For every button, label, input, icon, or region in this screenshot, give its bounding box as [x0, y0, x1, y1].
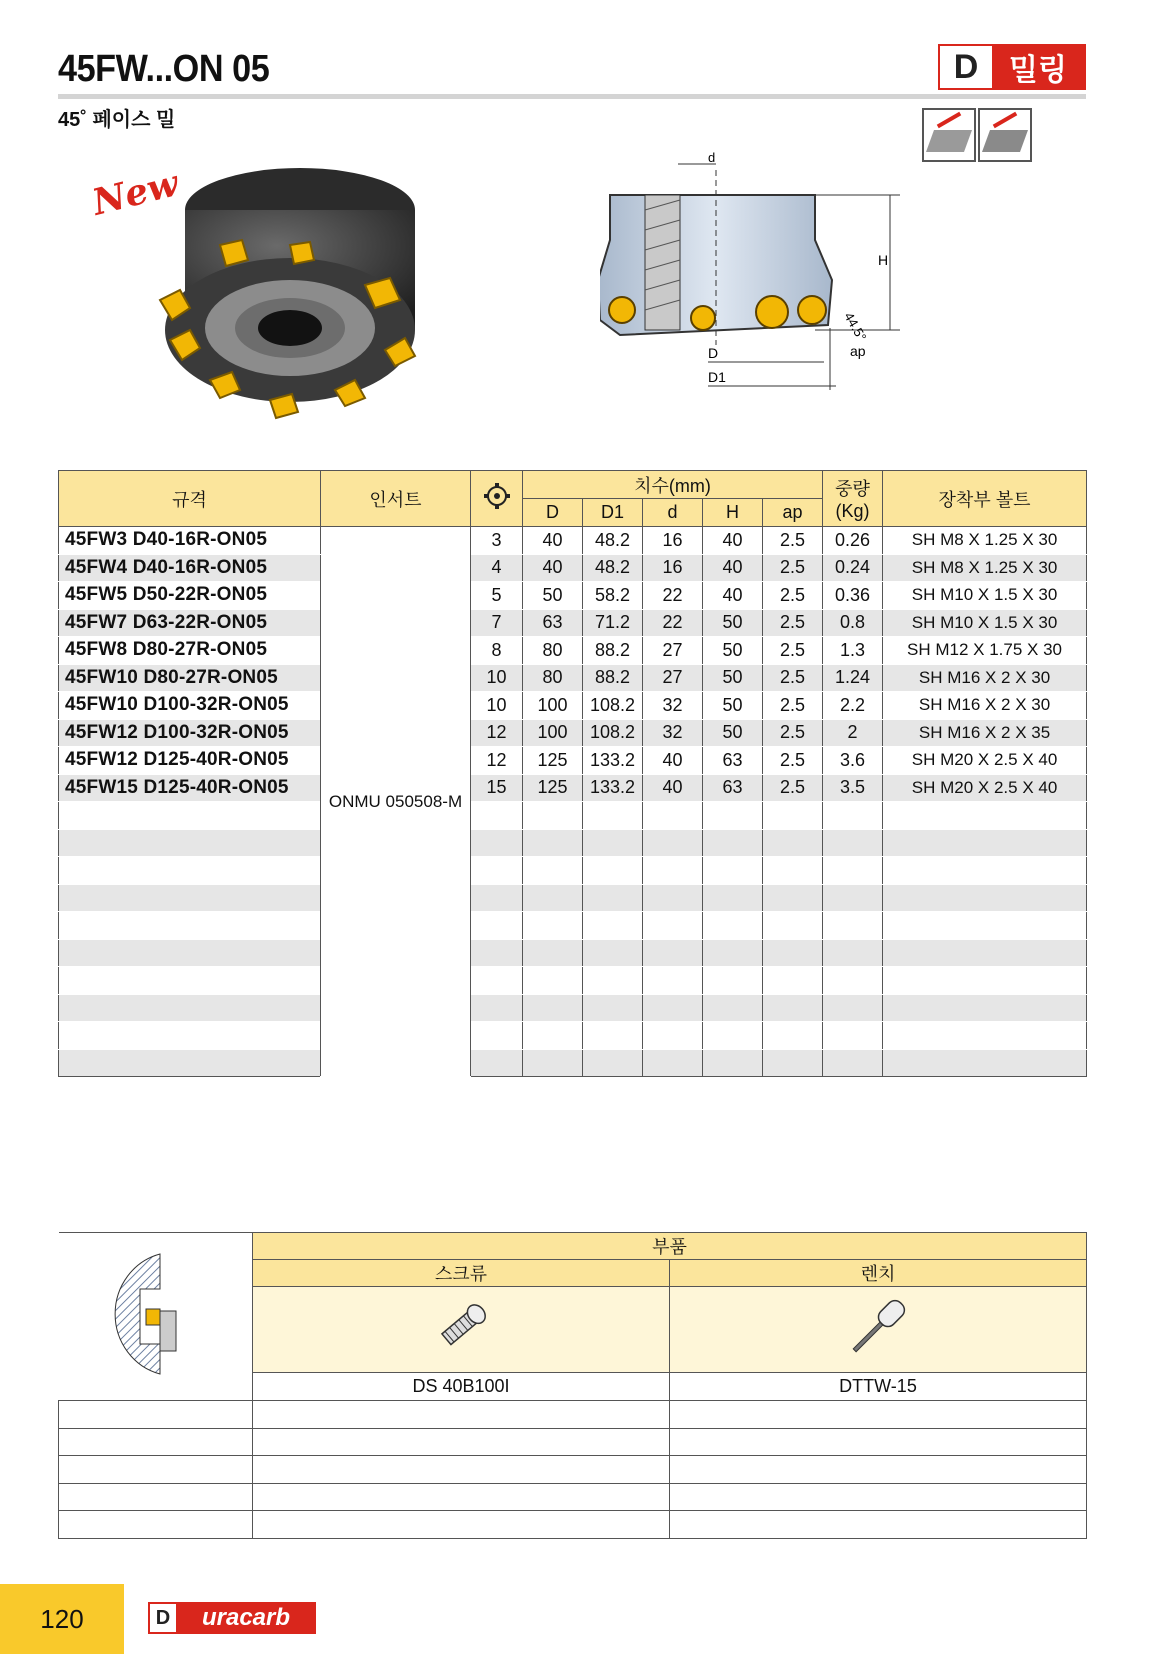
col-d: d	[643, 499, 703, 527]
section-view-icon	[100, 1249, 210, 1379]
cell-h	[703, 802, 763, 830]
cell-d1: 48.2	[583, 554, 643, 582]
cell-d1	[583, 857, 643, 885]
cell-ap	[763, 939, 823, 967]
cell-d: 40	[523, 554, 583, 582]
cell-bolt: SH M10 X 1.5 X 30	[883, 609, 1087, 637]
cell-h	[703, 857, 763, 885]
cell-ap	[763, 884, 823, 912]
screw-code: DS 40B100I	[253, 1373, 670, 1401]
table-row	[59, 719, 1087, 747]
table-row	[59, 967, 1087, 995]
cell-h: 50	[703, 664, 763, 692]
cell-bolt	[883, 967, 1087, 995]
cell-kg: 0.8	[823, 609, 883, 637]
cell-d1	[583, 884, 643, 912]
cell-kg: 3.6	[823, 747, 883, 775]
cell-d: 40	[643, 747, 703, 775]
cell-d1: 48.2	[583, 527, 643, 555]
cell-h: 50	[703, 609, 763, 637]
cell-kg	[823, 1049, 883, 1077]
cell-d: 27	[643, 664, 703, 692]
cell-ap: 2.5	[763, 582, 823, 610]
cell-d	[523, 967, 583, 995]
spec-cell	[59, 884, 321, 912]
spec-cell: 45FW7 D63-22R-ON05	[59, 609, 321, 637]
cell-d	[523, 884, 583, 912]
cell-d	[643, 939, 703, 967]
cell-d	[523, 829, 583, 857]
dim-h-label: H	[878, 252, 889, 268]
cell-h: 40	[703, 554, 763, 582]
col-dimensions: 치수(mm)	[523, 471, 823, 499]
cell-ap: 2.5	[763, 747, 823, 775]
cell-kg: 2.2	[823, 692, 883, 720]
table-row	[59, 857, 1087, 885]
cell-z: 7	[471, 609, 523, 637]
cell-d1	[583, 1022, 643, 1050]
cell-d1: 108.2	[583, 692, 643, 720]
cell-d: 32	[643, 692, 703, 720]
col-bolt: 장착부 볼트	[883, 471, 1087, 527]
parts-header: 부품	[253, 1233, 1087, 1260]
cell-bolt	[883, 857, 1087, 885]
cell-d	[643, 1022, 703, 1050]
cell-z: 3	[471, 527, 523, 555]
table-row	[59, 527, 1087, 555]
cell-kg	[823, 884, 883, 912]
cell-ap: 2.5	[763, 637, 823, 665]
spec-cell	[59, 829, 321, 857]
table-row	[59, 829, 1087, 857]
cell-d	[643, 802, 703, 830]
cell-d: 125	[523, 747, 583, 775]
cell-h	[703, 884, 763, 912]
spec-cell	[59, 994, 321, 1022]
dim-ap-label: ap	[850, 343, 866, 359]
cell-bolt	[883, 829, 1087, 857]
cell-ap	[763, 912, 823, 940]
cell-bolt	[883, 912, 1087, 940]
new-badge: New	[88, 162, 183, 224]
cell-d: 80	[523, 664, 583, 692]
spec-cell: 45FW10 D100-32R-ON05	[59, 692, 321, 720]
face-mill-product-image	[150, 150, 450, 420]
cell-d1: 108.2	[583, 719, 643, 747]
cell-z: 10	[471, 664, 523, 692]
cell-d: 32	[643, 719, 703, 747]
cell-bolt	[883, 884, 1087, 912]
cell-z: 12	[471, 719, 523, 747]
cell-z	[471, 829, 523, 857]
cell-d1	[583, 829, 643, 857]
col-spec: 규격	[59, 471, 321, 527]
cell-z	[471, 967, 523, 995]
cell-h: 63	[703, 774, 763, 802]
cell-d1	[583, 967, 643, 995]
cell-h	[703, 1049, 763, 1077]
cell-h: 50	[703, 637, 763, 665]
cell-bolt: SH M16 X 2 X 30	[883, 664, 1087, 692]
cell-h: 40	[703, 527, 763, 555]
cell-d1	[583, 994, 643, 1022]
cell-z: 5	[471, 582, 523, 610]
table-row	[59, 774, 1087, 802]
spec-cell	[59, 1022, 321, 1050]
cell-kg	[823, 829, 883, 857]
cell-z: 4	[471, 554, 523, 582]
page-title: 45FW...ON 05	[58, 48, 270, 90]
spec-cell: 45FW3 D40-16R-ON05	[59, 527, 321, 555]
cell-d	[523, 1022, 583, 1050]
dim-d-label: d	[708, 150, 716, 165]
table-row	[59, 802, 1087, 830]
table-row	[59, 582, 1087, 610]
cell-z: 15	[471, 774, 523, 802]
spec-cell: 45FW12 D100-32R-ON05	[59, 719, 321, 747]
cell-ap: 2.5	[763, 719, 823, 747]
parts-row	[59, 1483, 1087, 1511]
cell-bolt: SH M10 X 1.5 X 30	[883, 582, 1087, 610]
screw-icon	[426, 1292, 496, 1362]
cell-z	[471, 1022, 523, 1050]
cell-z: 12	[471, 747, 523, 775]
cell-bolt	[883, 802, 1087, 830]
brand-logo-text: 밀링	[1009, 54, 1067, 87]
cell-d1: 58.2	[583, 582, 643, 610]
duracarb-d-icon: D	[150, 1604, 176, 1632]
cell-d: 50	[523, 582, 583, 610]
cell-kg	[823, 802, 883, 830]
cell-ap	[763, 994, 823, 1022]
cell-bolt: SH M8 X 1.25 X 30	[883, 554, 1087, 582]
cell-kg	[823, 912, 883, 940]
table-row	[59, 554, 1087, 582]
spec-cell: 45FW4 D40-16R-ON05	[59, 554, 321, 582]
cell-d	[643, 857, 703, 885]
cell-d: 40	[643, 774, 703, 802]
cell-kg	[823, 994, 883, 1022]
cell-d: 40	[523, 527, 583, 555]
technical-drawing	[600, 150, 930, 420]
cell-d: 22	[643, 582, 703, 610]
table-row	[59, 1022, 1087, 1050]
cell-kg: 2	[823, 719, 883, 747]
cell-d: 100	[523, 692, 583, 720]
cell-h	[703, 939, 763, 967]
shoulder-milling-icon	[978, 108, 1032, 162]
spec-cell: 45FW12 D125-40R-ON05	[59, 747, 321, 775]
col-wrench: 렌치	[670, 1260, 1087, 1287]
table-row	[59, 637, 1087, 665]
cell-h: 50	[703, 719, 763, 747]
mounting-section-image	[59, 1233, 253, 1401]
cell-z	[471, 939, 523, 967]
table-row	[59, 939, 1087, 967]
cell-d	[523, 1049, 583, 1077]
cell-h	[703, 829, 763, 857]
col-screw: 스크류	[253, 1260, 670, 1287]
cell-d	[643, 884, 703, 912]
cell-d1: 88.2	[583, 637, 643, 665]
col-H: H	[703, 499, 763, 527]
cell-kg: 0.26	[823, 527, 883, 555]
cell-d1: 133.2	[583, 774, 643, 802]
cell-d1: 71.2	[583, 609, 643, 637]
spec-cell	[59, 967, 321, 995]
wrench-image-cell	[670, 1287, 1087, 1373]
cell-bolt	[883, 939, 1087, 967]
cell-d	[643, 967, 703, 995]
cell-d: 16	[643, 527, 703, 555]
cell-bolt: SH M20 X 2.5 X 40	[883, 774, 1087, 802]
spec-cell: 45FW5 D50-22R-ON05	[59, 582, 321, 610]
face-milling-icon	[922, 108, 976, 162]
cell-kg	[823, 1022, 883, 1050]
cell-d1	[583, 939, 643, 967]
cell-h: 50	[703, 692, 763, 720]
col-D1: D1	[583, 499, 643, 527]
parts-row	[59, 1511, 1087, 1539]
table-row	[59, 994, 1087, 1022]
cell-ap	[763, 1022, 823, 1050]
cell-d	[643, 1049, 703, 1077]
spec-cell	[59, 1049, 321, 1077]
cell-d1: 133.2	[583, 747, 643, 775]
cell-z: 10	[471, 692, 523, 720]
cell-bolt	[883, 994, 1087, 1022]
spec-cell	[59, 857, 321, 885]
parts-row	[59, 1456, 1087, 1484]
cell-d1: 88.2	[583, 664, 643, 692]
cell-d: 80	[523, 637, 583, 665]
parts-row	[59, 1428, 1087, 1456]
table-row	[59, 692, 1087, 720]
col-weight: 중량 (Kg)	[823, 471, 883, 527]
cell-z	[471, 857, 523, 885]
cell-d	[523, 994, 583, 1022]
page-number: 120	[0, 1584, 124, 1654]
cell-kg: 0.24	[823, 554, 883, 582]
cell-ap: 2.5	[763, 527, 823, 555]
cell-h	[703, 994, 763, 1022]
spec-cell: 45FW10 D80-27R-ON05	[59, 664, 321, 692]
cell-ap	[763, 1049, 823, 1077]
cell-h	[703, 912, 763, 940]
cell-ap: 2.5	[763, 554, 823, 582]
cell-bolt	[883, 1049, 1087, 1077]
cell-kg: 1.3	[823, 637, 883, 665]
spec-cell	[59, 802, 321, 830]
cell-kg: 0.36	[823, 582, 883, 610]
brand-d-icon: D	[940, 46, 992, 88]
cell-ap	[763, 967, 823, 995]
cell-d	[643, 912, 703, 940]
cell-d: 22	[643, 609, 703, 637]
cell-d	[523, 857, 583, 885]
cell-ap	[763, 857, 823, 885]
cell-z	[471, 1049, 523, 1077]
cell-ap: 2.5	[763, 774, 823, 802]
table-row	[59, 664, 1087, 692]
cell-d: 16	[643, 554, 703, 582]
cell-d	[523, 802, 583, 830]
cell-h: 40	[703, 582, 763, 610]
wrench-code: DTTW-15	[670, 1373, 1087, 1401]
col-ap: ap	[763, 499, 823, 527]
cell-bolt: SH M16 X 2 X 35	[883, 719, 1087, 747]
cell-bolt: SH M12 X 1.75 X 30	[883, 637, 1087, 665]
cell-d: 100	[523, 719, 583, 747]
dim-angle-label: 44.5°	[841, 309, 870, 344]
cell-kg: 1.24	[823, 664, 883, 692]
cell-h	[703, 967, 763, 995]
col-D: D	[523, 499, 583, 527]
dim-D-label: D	[708, 345, 719, 361]
spec-cell: 45FW15 D125-40R-ON05	[59, 774, 321, 802]
parts-row	[59, 1401, 1087, 1429]
cell-d: 63	[523, 609, 583, 637]
table-row	[59, 884, 1087, 912]
parts-table	[58, 1232, 1087, 1539]
col-insert: 인서트	[321, 471, 471, 527]
cell-d	[523, 912, 583, 940]
cell-d1	[583, 912, 643, 940]
spec-table	[58, 470, 1087, 1077]
cutter-teeth-icon	[484, 483, 510, 509]
cell-bolt: SH M8 X 1.25 X 30	[883, 527, 1087, 555]
cell-z	[471, 802, 523, 830]
milling-brand-logo	[938, 44, 1086, 90]
page-subtitle: 45˚ 페이스 밀	[58, 109, 176, 131]
spec-cell: 45FW8 D80-27R-ON05	[59, 637, 321, 665]
cell-d1	[583, 802, 643, 830]
cell-ap: 2.5	[763, 664, 823, 692]
cell-h	[703, 1022, 763, 1050]
table-row	[59, 912, 1087, 940]
cell-d	[643, 994, 703, 1022]
table-row	[59, 1049, 1087, 1077]
cell-bolt: SH M20 X 2.5 X 40	[883, 747, 1087, 775]
cell-ap: 2.5	[763, 609, 823, 637]
cell-d: 125	[523, 774, 583, 802]
cell-bolt: SH M16 X 2 X 30	[883, 692, 1087, 720]
duracarb-logo-text: uracarb	[201, 1604, 291, 1631]
cell-kg: 3.5	[823, 774, 883, 802]
cell-z	[471, 912, 523, 940]
cell-ap: 2.5	[763, 692, 823, 720]
cell-d	[643, 829, 703, 857]
cell-ap	[763, 829, 823, 857]
wrench-icon	[843, 1292, 913, 1362]
title-divider	[58, 94, 1086, 99]
duracarb-logo	[148, 1602, 316, 1634]
spec-cell	[59, 939, 321, 967]
cell-kg	[823, 967, 883, 995]
cell-d	[523, 939, 583, 967]
insert-cell: ONMU 050508-M	[321, 527, 471, 1077]
cell-z	[471, 884, 523, 912]
cell-bolt	[883, 1022, 1087, 1050]
cell-d: 27	[643, 637, 703, 665]
cell-d1	[583, 1049, 643, 1077]
dim-D1-label: D1	[708, 369, 726, 385]
spec-cell	[59, 912, 321, 940]
table-row	[59, 747, 1087, 775]
cell-z: 8	[471, 637, 523, 665]
cell-kg	[823, 939, 883, 967]
screw-image-cell	[253, 1287, 670, 1373]
cell-h: 63	[703, 747, 763, 775]
cell-kg	[823, 857, 883, 885]
cell-z	[471, 994, 523, 1022]
col-teeth	[471, 471, 523, 527]
cell-ap	[763, 802, 823, 830]
table-row	[59, 609, 1087, 637]
